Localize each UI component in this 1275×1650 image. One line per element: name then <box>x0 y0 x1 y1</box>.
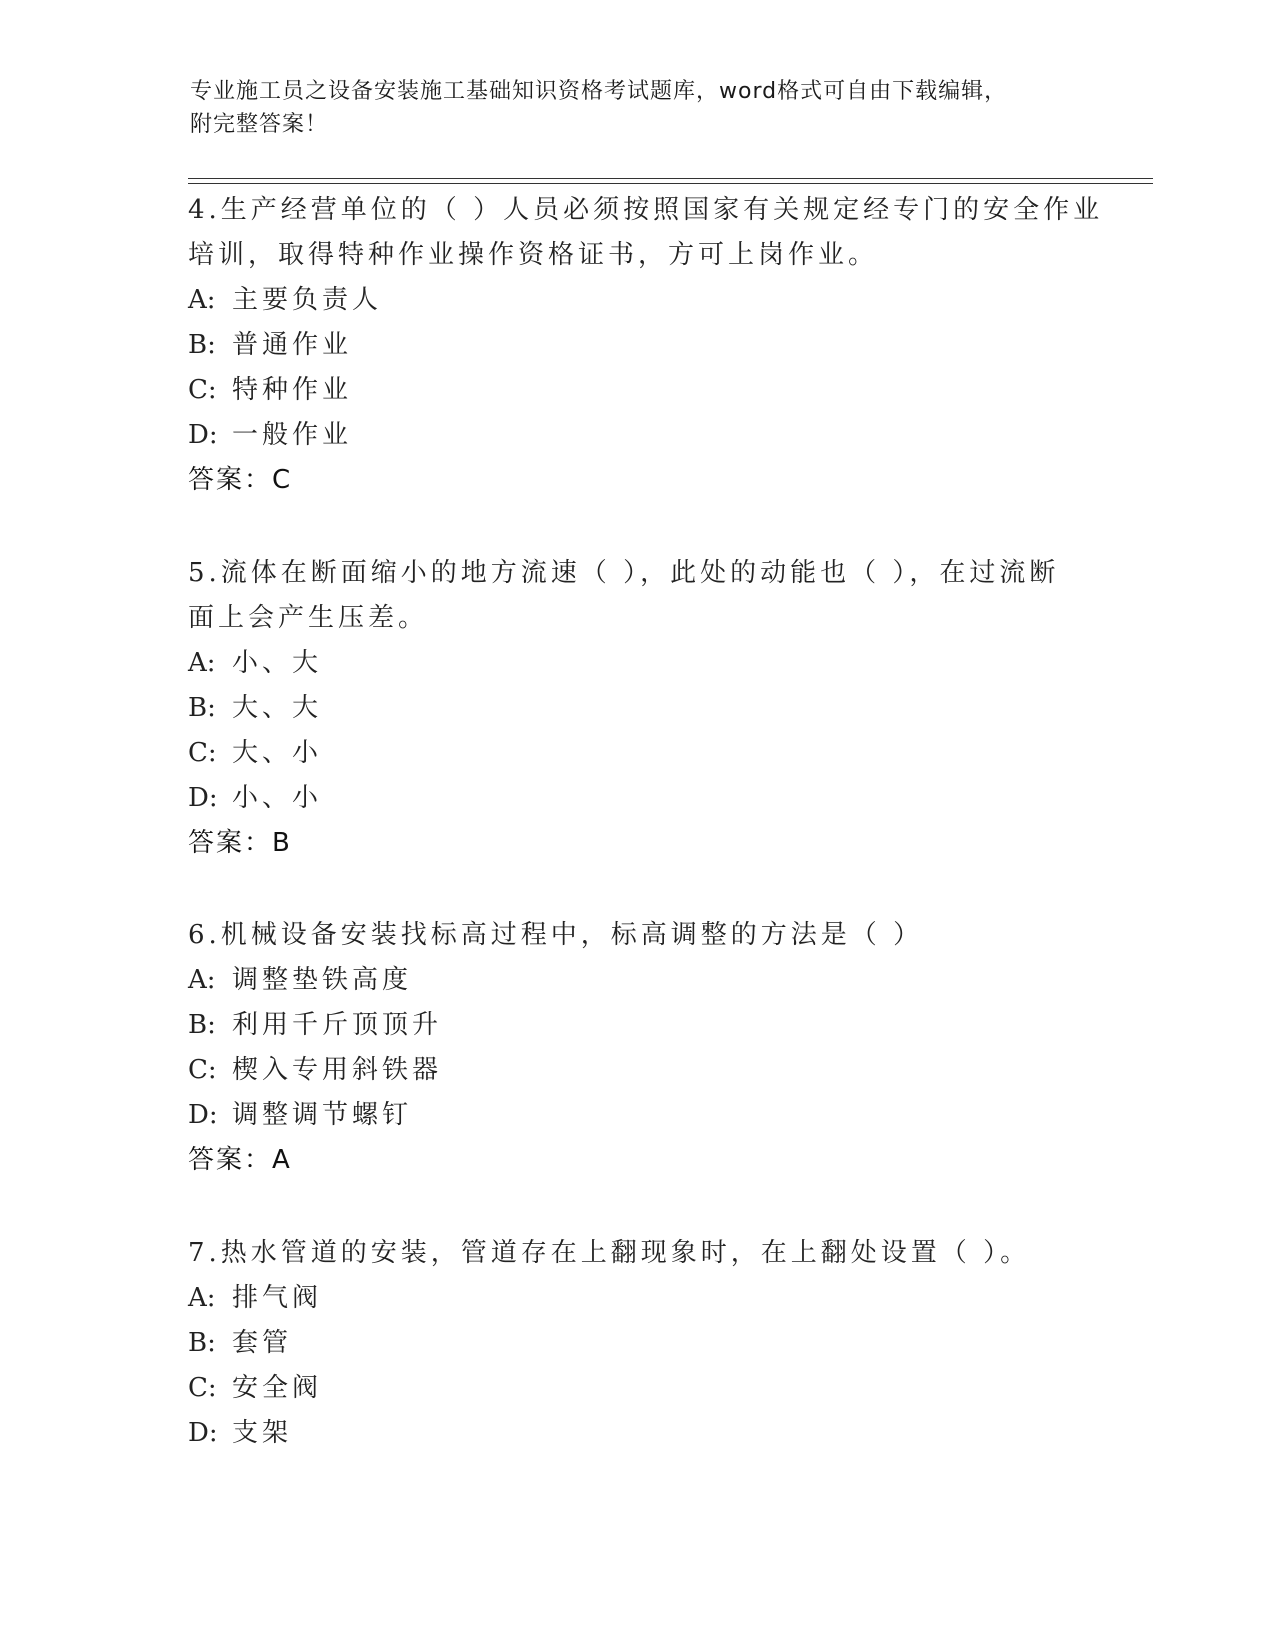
option-text: 调整垫铁高度 <box>232 965 413 995</box>
question-stem <box>188 1231 1088 1276</box>
option-key: D: <box>188 783 218 813</box>
option-text: 大、小 <box>232 738 323 768</box>
option-text: 特种作业 <box>232 375 353 405</box>
option-d <box>188 1411 1088 1456</box>
option-d <box>188 413 1088 458</box>
option-b <box>188 1003 1088 1048</box>
option-key: A: <box>188 965 216 995</box>
option-d <box>188 776 1088 821</box>
option-text: 排气阀 <box>232 1283 323 1313</box>
option-a <box>188 641 1088 686</box>
option-text: 楔入专用斜铁器 <box>232 1055 443 1085</box>
question-stem-line: 6.机械设备安装找标高过程中，标高调整的方法是（ ） <box>188 920 924 950</box>
question-stem <box>188 188 1104 278</box>
question-5 <box>188 551 1088 866</box>
question-stem <box>188 551 1088 641</box>
option-text: 主要负责人 <box>232 285 383 315</box>
header-divider-bottom <box>188 183 1153 184</box>
option-a <box>188 958 1088 1003</box>
option-text: 利用千斤顶顶升 <box>232 1010 443 1040</box>
question-stem-line: 7.热水管道的安装，管道存在上翻现象时，在上翻处设置（ ）。 <box>188 1238 1031 1268</box>
option-key: D: <box>188 1418 218 1448</box>
option-c <box>188 1048 1088 1093</box>
option-b <box>188 1321 1088 1366</box>
option-key: C: <box>188 375 217 405</box>
answer-line: 答案：A <box>188 1145 292 1175</box>
option-c <box>188 368 1088 413</box>
option-text: 一般作业 <box>232 420 353 450</box>
question-stem-line: 培训，取得特种作业操作资格证书，方可上岗作业。 <box>188 240 879 270</box>
question-stem <box>188 913 1088 958</box>
option-text: 支架 <box>232 1418 293 1448</box>
option-key: C: <box>188 1055 217 1085</box>
option-text: 普通作业 <box>232 330 353 360</box>
question-4 <box>188 188 1104 503</box>
question-stem-line: 4.生产经营单位的（ ）人员必须按照国家有关规定经专门的安全作业 <box>188 195 1104 225</box>
question-stem-line: 5.流体在断面缩小的地方流速（ ），此处的动能也（ ），在过流断 <box>188 558 1060 588</box>
header-line-1: 专业施工员之设备安装施工基础知识资格考试题库，word格式可自由下载编辑， <box>190 79 1008 104</box>
option-a <box>188 278 1088 323</box>
option-text: 套管 <box>232 1328 293 1358</box>
option-key: C: <box>188 1373 217 1403</box>
option-key: D: <box>188 420 218 450</box>
option-text: 调整调节螺钉 <box>232 1100 413 1130</box>
answer-line: 答案：B <box>188 828 292 858</box>
option-key: A: <box>188 1283 216 1313</box>
header-line-2: 附完整答案！ <box>190 112 329 137</box>
question-6 <box>188 913 1088 1183</box>
option-text: 大、大 <box>232 693 323 723</box>
question-7 <box>188 1231 1088 1456</box>
option-key: B: <box>188 1328 216 1358</box>
option-c <box>188 731 1088 776</box>
option-key: A: <box>188 285 216 315</box>
option-b <box>188 323 1088 368</box>
option-key: B: <box>188 693 216 723</box>
option-b <box>188 686 1088 731</box>
option-text: 小、大 <box>232 648 323 678</box>
option-key: A: <box>188 648 216 678</box>
option-c <box>188 1366 1088 1411</box>
document-header <box>190 75 1080 141</box>
option-key: C: <box>188 738 217 768</box>
option-text: 小、小 <box>232 783 323 813</box>
option-key: D: <box>188 1100 218 1130</box>
option-text: 安全阀 <box>232 1373 323 1403</box>
option-a <box>188 1276 1088 1321</box>
question-stem-line: 面上会产生压差。 <box>188 603 429 633</box>
option-key: B: <box>188 1010 216 1040</box>
answer-line: 答案：C <box>188 465 293 495</box>
option-d <box>188 1093 1088 1138</box>
header-divider-top <box>188 178 1153 179</box>
option-key: B: <box>188 330 216 360</box>
